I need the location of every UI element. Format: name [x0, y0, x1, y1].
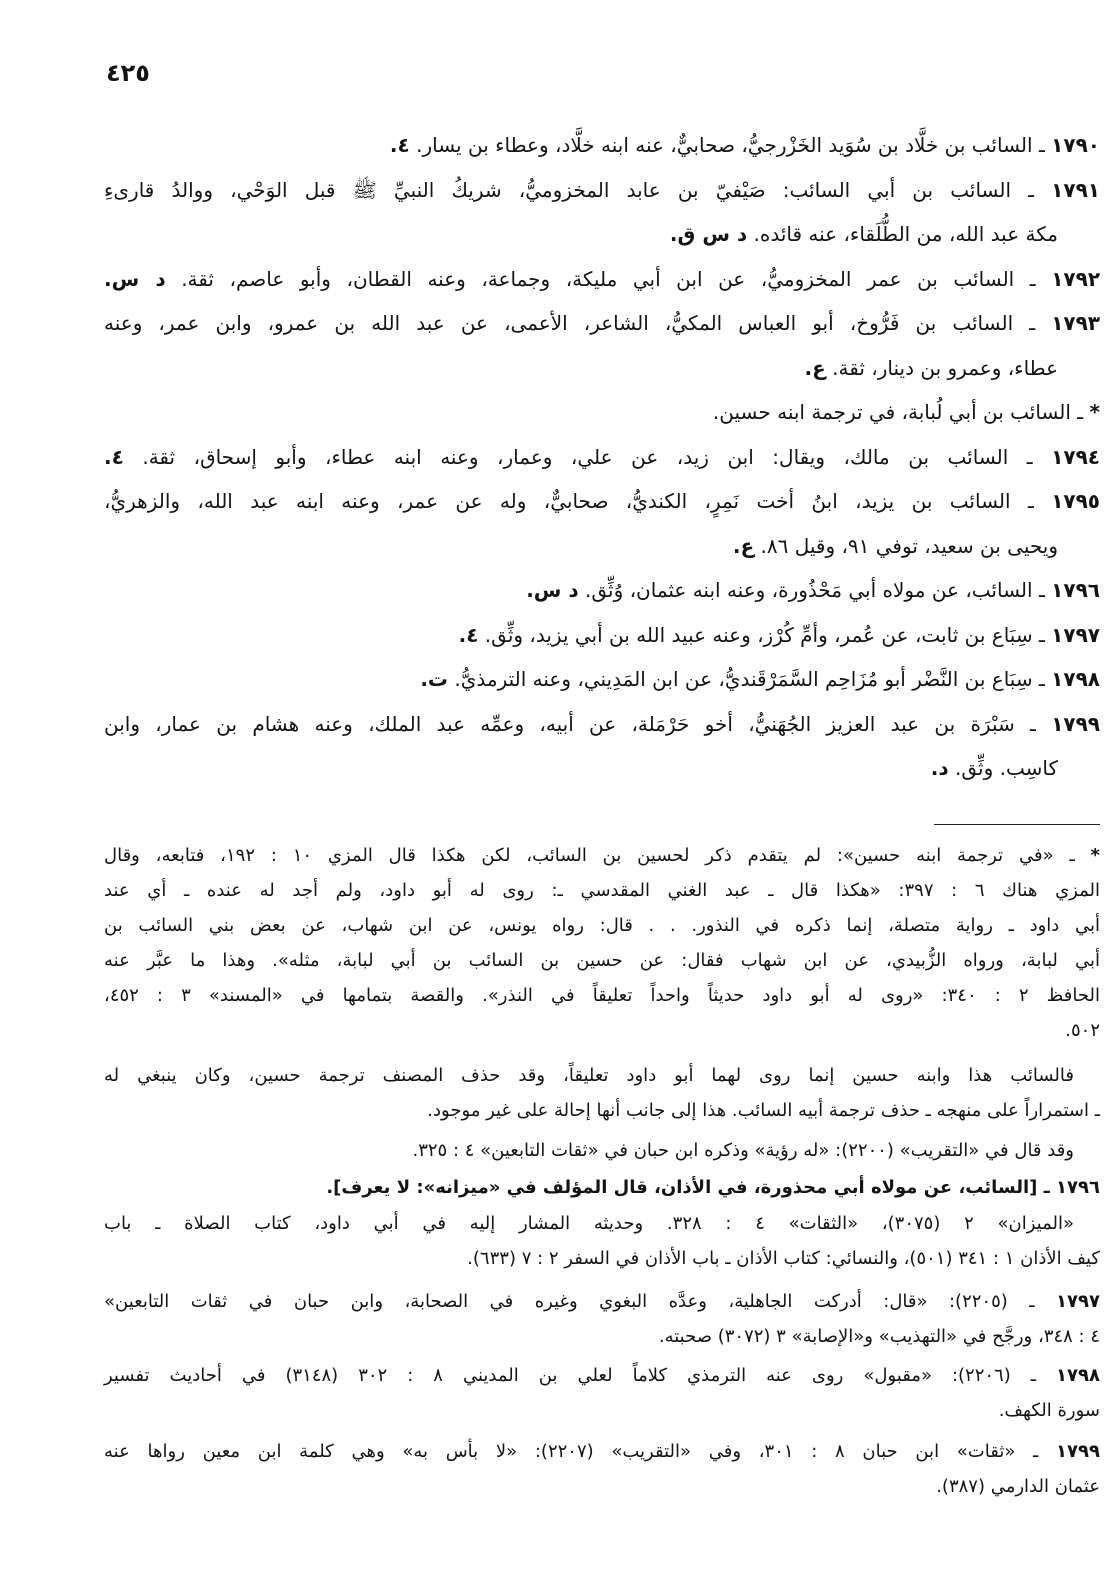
entry-line	[104, 613, 1100, 658]
entry-sigla: ٤.	[389, 133, 410, 157]
entry-number: ١٧٩٥	[1051, 489, 1101, 513]
entry-text: ويحيى بن سعيد، توفي ٩١، وقيل ٨٦.	[760, 533, 1058, 558]
footnote-label: ١٧٩٧	[1056, 1291, 1100, 1312]
footnote-separator	[934, 824, 1100, 825]
entry-sigla: ٤.	[104, 444, 124, 469]
footnote-line: ـ استمراراً على منهجه ـ حذف ترجمة أبيه السائب. هذا إلى جانب أنها إحالة على غير موجود.	[427, 1100, 1100, 1121]
entry-sigla: د س.	[526, 578, 579, 602]
footnote-label: ١٧٩٦	[1056, 1177, 1100, 1198]
entry-text: ـ السائب بن فَرُّوخ، أبو العباس المكيُّ، الشاعر، الأعمى، عن عبد الله بن عمرو، وابن عمر، وعنه	[104, 311, 1036, 335]
entry-text: ـ سِبَاع بن النَّضْر أبو مُزَاحِم السَّمَرْقَنديُّ، عن ابن المَدِيني، وعنه الترمذيُّ.	[454, 667, 1045, 691]
entry-line	[104, 168, 1100, 213]
entry-1791	[104, 168, 1100, 257]
entry-1792	[104, 257, 1100, 302]
footnote-line	[104, 1358, 1100, 1393]
entry-line	[104, 257, 1100, 302]
entry-1798	[104, 657, 1100, 702]
entry-text: ـ السائب بن مالك، ويقال: ابن زيد، عن علي، وعمار، وعنه ابنه عطاء، وأبو إسحاق، ثقة.	[142, 444, 1033, 469]
footnote-line	[104, 838, 1100, 873]
entry-text: ـ سَبْرَة بن عبد العزيز الجُهَنيُّ، أخو حَرْمَلة، عن أبيه، وعمِّه عبد الملك، وعنه هشام بن عمار، وابن	[104, 711, 1036, 736]
footnote-line	[104, 1170, 1100, 1205]
entry-text: ـ السائب، عن مولاه أبي مَحْذُورة، وعنه ابنه عثمان، وُثِّق.	[584, 578, 1045, 602]
entry-line	[104, 435, 1100, 480]
entry-number: ١٧٩٣	[1051, 311, 1101, 335]
entry-sigla: ع.	[732, 533, 755, 558]
footnote-1797	[104, 1284, 1100, 1354]
entry-line	[104, 123, 1100, 168]
entry-text: ـ سِبَاع بن ثابت، عن عُمر، وأمِّ كُرْز، وعنه عبيد الله بن أبي يزيد، وثِّق.	[484, 622, 1045, 647]
footnote-label: ١٧٩٨	[1056, 1365, 1100, 1386]
entry-text: كاسِب. وثِّق.	[955, 756, 1058, 780]
entry-line	[104, 479, 1100, 524]
footnote-line: عثمان الدارمي (٣٨٧).	[936, 1476, 1100, 1497]
entry-1795	[104, 479, 1100, 568]
entry-text: مكة عبد الله، من الطُّلَقاء، عنه قائده.	[753, 222, 1058, 246]
entry-line	[104, 657, 1100, 702]
footnote-text: ـ (٢٢٠٦): «مقبول» روى عنه الترمذي كلاماً لعلي بن المديني ٨ : ٣٠٢ (٣١٤٨) في أحاديث تفسير	[104, 1365, 1037, 1386]
entry-number: ١٧٩١	[1051, 177, 1100, 202]
entry-line	[104, 346, 1100, 391]
entry-line	[104, 746, 1100, 791]
entry-number: ١٧٩٧	[1051, 622, 1100, 647]
entry-number: ١٧٩٤	[1051, 444, 1101, 469]
entry-text: ـ السائب بن عمر المخزوميُّ، عن ابن أبي مليكة، وجماعة، وعنه القطان، وأبو عاصم، ثقة.	[181, 266, 1036, 291]
entry-text: عطاء، وعمرو بن دينار، ثقة.	[832, 355, 1058, 380]
entry-asterisk: *	[1089, 400, 1100, 424]
footnote-label: *	[1090, 845, 1100, 866]
page-number: ٤٢٥	[106, 59, 150, 87]
entry-line	[104, 568, 1100, 613]
footnote-line: كيف الأذان ١ : ٣٤١ (٥٠١)، والنسائي: كتاب الأذان ـ باب الأذان في السفر ٢ : ٧ (٦٣٣).	[467, 1248, 1100, 1269]
entry-1794	[104, 435, 1100, 480]
footnote-paragraph	[104, 1206, 1100, 1276]
footnote-line: المزي هناك ٦ : ٣٩٧: «هكذا قال ـ عبد الغني المقدسي ـ: روى له أبو داود، ولم أجد له عنده ـ أي عند	[104, 880, 1100, 901]
footnote-1799	[104, 1434, 1100, 1504]
entry-text: ـ السائب بن خلَّاد بن سُوَيد الخَزْرجيُّ، صحابيٌّ، عنه ابنه خلَّاد، وعطاء بن يسار.	[416, 133, 1045, 157]
footnote-line: أبي داود ـ رواية متصلة، إنما ذكره في النذور. . . قال: رواه يونس، عن ابن شهاب، عن بعض بني السائب بن	[104, 915, 1100, 936]
entry-text: ـ السائب بن أبي لُبابة، في ترجمة ابنه حسين.	[712, 400, 1084, 424]
footnote-text: ـ «في ترجمة ابنه حسين»: لم يتقدم ذكر لحسين بن السائب، لكن هكذا قال المزي ١٠ : ١٩٢، فتابعه، وقال	[104, 845, 1075, 866]
footnote-line: فالسائب هذا وابنه حسين إنما روى لهما أبو داود تعليقاً، وقد حذف المصنف ترجمة حسين، وكان ينبغي له	[104, 1065, 1074, 1086]
entry-line	[104, 524, 1100, 569]
footnote-asterisk	[104, 838, 1100, 1048]
entry-line	[104, 301, 1100, 346]
entry-sigla: د س.	[104, 266, 166, 291]
entry-text: ـ السائب بن يزيد، ابنُ أخت نَمِرٍ، الكنديُّ، صحابيٌّ، وله عن عمر، وعنه ابنه عبد الله، والزهريُّ،	[104, 489, 1034, 513]
entry-number: ١٧٩٦	[1051, 578, 1100, 602]
entry-sigla: ت.	[420, 667, 449, 691]
footnote-paragraph	[104, 1058, 1100, 1128]
entry-number: ١٧٩٩	[1051, 711, 1101, 736]
footnote-1798	[104, 1358, 1100, 1428]
footnote-1796	[104, 1170, 1100, 1205]
footnotes	[104, 838, 1100, 1504]
entry-line	[104, 702, 1100, 747]
footnote-line: ٥٠٢.	[1065, 1020, 1100, 1041]
entry-line	[104, 390, 1100, 435]
main-text	[104, 123, 1100, 791]
entry-1799	[104, 702, 1100, 791]
entry-1793	[104, 301, 1100, 390]
entry-text: ـ السائب بن أبي السائب: صَيْفيّ بن عابد المخزوميُّ، شريكُ النبيِّ ﷺ قبل الوَحْي، ووالدُ قارىءِ	[104, 177, 1035, 202]
entry-sigla: ٤.	[458, 622, 479, 647]
footnote-text: ـ «ثقات» ابن حبان ٨ : ٣٠١، وفي «التقريب» (٢٢٠٧): «لا بأس به» وهي كلمة ابن معين رواها عنه	[104, 1441, 1039, 1462]
entry-sigla: د س ق.	[669, 222, 748, 246]
footnote-label: ١٧٩٩	[1056, 1441, 1100, 1462]
footnote-paragraph	[104, 1133, 1100, 1168]
entry-cross-reference	[104, 390, 1100, 435]
footnote-line	[104, 1434, 1100, 1469]
entry-line	[104, 212, 1100, 257]
footnote-text: ـ (٢٢٠٥): «قال: أدركت الجاهلية، وعدَّه البغوي وغيره في الصحابة، وابن حبان في ثقات التابعين»	[104, 1291, 1035, 1312]
footnote-text: ـ [السائب، عن مولاه أبي محذورة، في الأذان، قال المؤلف في «ميزانه»: لا يعرف].	[326, 1177, 1050, 1198]
entry-number: ١٧٩٨	[1051, 667, 1100, 691]
footnote-line: وقد قال في «التقريب» (٢٢٠٠): «له رؤية» وذكره ابن حبان في «ثقات التابعين» ٤ : ٣٢٥.	[412, 1140, 1074, 1161]
entry-1796	[104, 568, 1100, 613]
entry-sigla: ع.	[804, 355, 826, 380]
entry-number: ١٧٩٢	[1051, 266, 1101, 291]
footnote-line: الحافظ ٢ : ٣٤٠: «روى له أبو داود حديثاً واحداً تعليقاً في النذر». والقصة بتمامها في «المسند» ٣ : ٤٥٢،	[104, 985, 1100, 1006]
footnote-line: «الميزان» ٢ (٣٠٧٥)، «الثقات» ٤ : ٣٢٨. وحديثه المشار إليه في أبي داود، كتاب الصلاة ـ باب	[104, 1213, 1074, 1234]
footnote-line: سورة الكهف.	[998, 1400, 1100, 1421]
footnote-line: ٤ : ٣٤٨، ورجَّح في «التهذيب» و«الإصابة» ٣ (٣٠٧٢) صحبته.	[658, 1326, 1100, 1347]
footnote-line: أبي لبابة، ورواه الزُّبيدي، عن ابن شهاب فقال: عن حسين بن السائب بن أبي لبابة، مثله». وهذا ما عبَّر عنه	[104, 950, 1100, 971]
entry-1790	[104, 123, 1100, 168]
footnote-line	[104, 1284, 1100, 1319]
entry-1797	[104, 613, 1100, 658]
entry-number: ١٧٩٠	[1051, 133, 1100, 157]
entry-sigla: د.	[930, 756, 949, 780]
